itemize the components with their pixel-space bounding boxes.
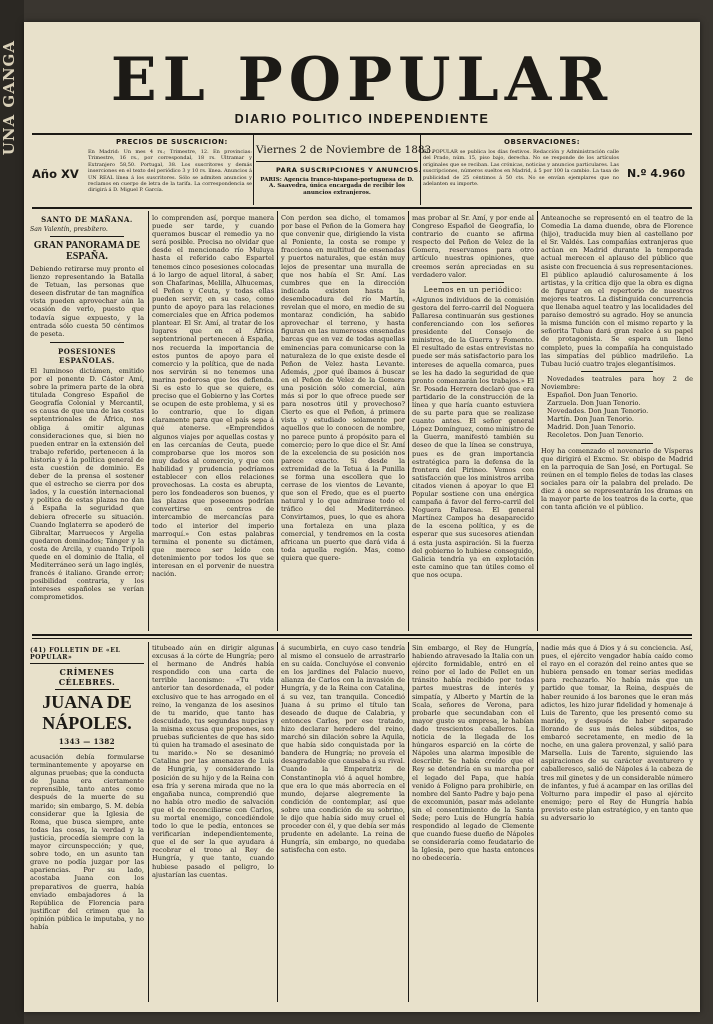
col1-sep-1 bbox=[50, 236, 124, 237]
folletin-sep bbox=[30, 663, 144, 664]
suscripcion-text: PARIS: Agencia franco-hispano-portuguesa de D. A. Saavedra, única encargada de recibir los anuncios extranjeros. bbox=[260, 177, 414, 196]
gran-panorama-text: Debiendo retirarse muy pronto el lienzo representando la Batalla de Tetuan, las personas que deseen disfrutar de tan magnífica vista pueden aprovechar aún la ocasión de verlo, puesto que todavía sigue expuesto, y la entrada sólo cuesta 50 céntimos de peseta. bbox=[30, 265, 144, 338]
column-1 bbox=[30, 212, 144, 630]
folletin-column-5-text: nadie más que á Dios y á su conciencia. Así, pues, el ejército vengador había caído como el rayo en el corazón del reino antes que se hubiera pensado en tomar serias medidas para rechazarlo. No había más que un partido que tomar, la Reina, después de haber reunido á los barones que le eran más adictos, les hizo jurar fidelidad y homenaje á Luis de Tarento, que les presentó como su marido, y después de haber separado llorando de sus más fieles súbditos, se embarcó secretamente, en medio de la noche, en una galera provenzal, y salió para Marsella. Luis de Tarento, siguiendo las aspiraciones de su carácter aventurero y caballeresco, salió de Nápoles á la cabeza de tres mil ginetes y de un considerable número de infantes, y fué á acampar en las orillas del Volturno para impedir el paso al ejército enemigo; pero el Rey de Hungría había previsto este plan estratégico, y en tanto que su adversario lo bbox=[541, 644, 693, 822]
header-divider-1 bbox=[253, 135, 254, 205]
santo-title: SANTO DE MAÑANA. bbox=[41, 215, 133, 224]
folletin-rule-top bbox=[32, 634, 692, 636]
col5-sep-2 bbox=[581, 443, 653, 444]
precios-text: En Madrid: Un mes 4 rs.; Trimestre, 12. En provincias: Trimestre, 16 rs., por correspondal, 18 rs. Ultramar y Extranjero 58,50. Portugal, 38. Los suscritores y demás inserciones en el texto del periódico 3 y 10 rs. línea. Anuncios á UN REAL línea á los suscritores. Sólo se admiten anuncios y reclamos en cuerpo de letra de la tarifa. La correspondencia se dirigirá á D. Miguel P. García. bbox=[88, 149, 252, 194]
column-5 bbox=[541, 214, 693, 630]
leemos-text: «Algunos individuos de la comisión gestora del ferro-carril del Noguera Pallaresa continuarán sus gestiones conferenciando con los señores presidente del Consejo de ministros, de la Guerra y Fomento. El resultado de estas entrevistas no puede ser más satisfactorio para los intereses de aquella comarca, pues se les ha dado la seguridad de que pronto comenzarán los trabajos.» El Sr. Posada Herrera declaró que era partidario de la construcción de la línea y que haría cuanto estuviera de su parte para que se realizase cuanto antes. El señor general López Domínguez, como ministro de la Guerra, manifestó también su deseo de que la línea se construya, pues es de gran importancia estratégica para la defensa de la frontera del Pirineo. Vemos con satisfacción que los ministros arriba citados vienen á apoyar lo que El Popular sostiene con una enérgica campaña á favor del ferro-carril del Noguera Pallaresa. El general Martínez Campos ha desaparecido de la escena política, y es de esperar que sus sucesores atiendan á esta justa aspiración. Si la fuerza del gobierno lo hubiese conseguido, Galicia tendría ya en explotación este camino que tan útiles como el que nos ocupa. bbox=[412, 295, 534, 579]
posesiones-text: El luminoso dictámen, emitido por el ponente D. Cástor Amí, sobre la primera parte de la obra titulada Congreso Español de Geografía Colonial y Mercantil, es causa de que una de las costas septentrionales de África, nos obliga á omitir algunas consideraciones que, si bien no pueden entrar en la extensión del trabajo referido, pertenecen á la historia y á la política general de esta cuestión de dominio. Es deber de la prensa el sostener que el estrecho se cierra por dos lados, y la cuestión internacional y política de estas plazas no dan á España la seguridad que debiera ofrecerle su situación. Cuando Inglaterra se apoderó de Gibraltar, Marruecos y Argelia quedaron dominados; Tánger y la costa de Arcila, y cuando Trípoli quede en el dominio de Italia, el Mediterráneo será un lago inglés, francés é italiano. Grande error; posibilidad contraria, y los intereses españoles se verían comprometidos. bbox=[30, 366, 144, 602]
col-divider-1 bbox=[148, 211, 149, 631]
column-2-text: lo comprenden así, porque manera puede ser tarde, y cuando queramos buscar el remedio ya no será posible. Precisa no olvidar que desde el mencionado río Muluya hasta el referido cabo Espartel tenemos cinco posesiones colocadas á lo largo de aquel litoral, á saber, son Chafarinas, Melilla, Alhucemas, el Peñon y Ceuta, y todas ellas pueden servir, en su caso, como punto de apoyo para las relaciones comerciales que en África podemos plantear. El Sr. Amí, al tratar de los lugares que en el África septentrional pertenecen á España, nos recuerda la importancia de estos puntos de apoyo para el comercio y la política, que de nada nos servirán si no tenemos una marina poderosa que los defienda. Si es esto lo que se quiere, es preciso que el Gobierno y las Cortes se ocupen de este problema, y si es lo contrario, que lo digan claramente para que el país sepa á qué atenerse. «Emprendidos algunos viajes por aquellas costas y en las cercanías de Ceuta, puede comprobarse que los moros son muy dados al comercio, y que con habilidad y prudencia podríamos establecer con ellos relaciones provechosas. La costa es abrupta, pero los fondeaderos son buenos, y las plazas que poseemos podrían convertirse en centros de intercambio de mercancías para todo el interior del imperio marroquí.» Con estas palabras termina el ponente su dictámen, que merece ser leído con detenimiento por todos los que se interesan en el porvenir de nuestra nación. bbox=[152, 214, 274, 579]
col4-sep bbox=[442, 282, 504, 283]
col-divider-4 bbox=[537, 211, 538, 631]
masthead-subtitle: DIARIO POLITICO INDEPENDIENTE bbox=[234, 112, 490, 126]
folletin-column-1 bbox=[30, 644, 144, 1002]
newspaper-page bbox=[24, 22, 700, 1012]
novedades-item: Novedades. Don Juan Tenorio. bbox=[547, 407, 649, 416]
header-rule-bottom bbox=[32, 207, 692, 209]
folletin-label: (41) FOLLETIN DE «EL POPULAR» bbox=[30, 647, 121, 661]
col1-sep-2 bbox=[50, 342, 124, 343]
anio-label: Año XV bbox=[32, 167, 79, 181]
masthead-title: EL POPULAR bbox=[110, 45, 614, 115]
folletin-column-4 bbox=[412, 644, 534, 1002]
folletin-column-3-text: á sucumbirla, en cuyo caso tendría al mismo el consuelo de arrastrarlo en su caída. Concluyóse el convenio en los jardines del Palacio nuevo, alianza de Carlos con la invasión de Hungría, y de la Reina con Catalina, á su vez, tan tranquila. Concedió Juana á su primo el título tan deseado de duque de Calabria, y entonces Carlos, por ese tratado, hizo declarar heredero del reino, marchó sin dilación sobre la Aquila, que había sido conquistada por la bandera de Hungría; no proveía el desagradable que causaba á su rival. Cuando la Emperatriz de Constantinopla vió á aquel hombre, que era lo que más aborrecía en el mundo, dejarse alegremente la condición de contemplar, así que sobre una condición de su sobrino, le dijo que había sido muy cruel el proceder con él, y que debía ser más prudente en adelante. La reina de Hungría, sin embargo, no quedaba satisfecha con esto. bbox=[281, 644, 405, 855]
date-rule bbox=[256, 161, 418, 162]
issue-number: N.º 4.960 bbox=[627, 167, 686, 180]
novedades-list bbox=[541, 391, 693, 440]
folletin-divider-4 bbox=[537, 642, 538, 1002]
santo-text: San Valentín, presbítero. bbox=[30, 226, 108, 233]
column-5-top-text: Anteanoche se representó en el teatro de la Comedia La dama duende, obra de Florence (hijo), traducida muy bien al castellano por el Sr. Valdés. Las compañías extranjeras que actúan en Madrid durante la temporada actual merecen el aplauso del público que asiste con frecuencia á sus representaciones. El público aplaudió calurosamente á los artistas, y la crítica dijo que la obra es digna de figurar en el repertorio de nuestros mejores teatros. La distinguida concurrencia que llenaba aquel teatro y las localidades del paraíso demostró su agrado. Hoy se anuncia la misma función con el mismo reparto y la señorita Tubau dará gran realce á su papel de protagonista. Se espera un lleno completo, pues la compañía ha conquistado las simpatías del público madrileño. La Tubau lució cuatro trajes elegantísimos. bbox=[541, 214, 693, 368]
posesiones-title: POSESIONES ESPAÑOLAS. bbox=[58, 346, 116, 365]
folletin-years: 1343 — 1382 bbox=[58, 737, 116, 746]
header-divider-2 bbox=[420, 135, 421, 205]
folletin-column-2-text: titubeado aún en dirigir algunas excusas á la córte de Hungría; pero el hermano de Andrés había respondido con una carta de terrible laconismo: «Tu vida anterior tan desordenada, el poder exclusivo que te has arrogado en el reino, la venganza de los asesinos de tu marido, que tanto has descuidado, tus segundas nupcias y la misma excusa que propones, son pruebas suficientes de que has sido tú quien ha tramado el asesinato de tu marido.» No se desanimó Catalina por las amenazas de Luis de Hungría, y considerando la posición de su hijo y de la Reina con esa fría y serena mirada que no la engañaba nunca, comprendió que no había otro medio de salvación que el de reconciliarse con Carlos, su mortal enemigo, concediéndole todo lo que le pedía, entonces se verificarían independientemente, que el de ser la que ayudara á recobrar el trono al Rey de Hungría, y que tanto, cuando hubiese pasado el peligro, lo ajustarían las cuentas. bbox=[152, 644, 274, 879]
col-divider-2 bbox=[277, 211, 278, 631]
folletin-column-4-text: Sin embargo, el Rey de Hungría, habiendo atravesado la Italia con un ejército formidable, entró en el reino por el lado de Pellet en un tránsito había recibido por todas partes muestras de interés y simpatía, y Alberto y Martín de la Scala, señores de Verona, para probarle que secundaban con el mayor gusto su empresa, le habían dado trescientos caballeros. La noticia de la llegada de los húngaros esparció en la córte de Nápoles una alarma imposible de describir. Se había creído que el Rey se detendría en su marcha por el legado del Papa, que había venido á Foligno para prohibirle, en nombre del Santo Padre y bajo pena de excomunión, pasar más adelante sin el consentimiento de la Santa Sede; pero Luis de Hungría había respondido al legado de Clemente que cuando fuese dueño de Nápoles se consideraría como feudatario de la Iglesia, pero que hasta entonces no obedecería. bbox=[412, 644, 534, 863]
folletin-column-2 bbox=[152, 644, 274, 1002]
binding-spine bbox=[0, 0, 24, 1024]
folletin-column-5 bbox=[541, 644, 693, 1002]
novedades-item: Recoletos. Don Juan Tenorio. bbox=[547, 431, 644, 440]
novedades-item: Español. Don Juan Tenorio. bbox=[547, 390, 638, 399]
spine-text: UNA GANGA bbox=[0, 40, 18, 156]
novedades-item: Martín. Don Juan Tenorio. bbox=[547, 415, 635, 424]
novedades-item: Zarzuela. Don Juan Tenorio. bbox=[547, 399, 641, 408]
column-3 bbox=[281, 214, 405, 630]
column-4 bbox=[412, 214, 534, 630]
issue-date: Viernes 2 de Noviembre de 1883. bbox=[256, 144, 435, 156]
gran-panorama-title: GRAN PANORAMA DE ESPAÑA. bbox=[33, 240, 141, 262]
folletin-rule-top-2 bbox=[32, 638, 692, 639]
folletin-title: JUANA DE NÁPOLES. bbox=[42, 692, 132, 733]
folletin-divider-2 bbox=[277, 642, 278, 1002]
folletin-text: acusación debía formularse terminantemente y apoyarse en algunas pruebas; que la conducta de Juana era ciertamente reprensible, tanto antes como después de la muerte de su marido; sin embargo, S. M. debía considerar que la Iglesia de Roma, que busca siempre, ante todas las cosas, la verdad y la justicia, procedía siempre con la mayor circunspección; y que, sobre todo, en un asunto tan grave no podía juzgar por las apariencias. Por su lado, acostaba Juana con los preparativos de guerra, había enviado embajadores á la República de Florencia para justificar del crimen que la opinión pública le imputaba, y no había bbox=[30, 753, 144, 931]
folletin-divider-3 bbox=[408, 642, 409, 1002]
suscripcion-title: PARA SUSCRIPCIONES Y ANUNCIOS. bbox=[276, 166, 422, 174]
novedades-title: Novedades teatrales para hoy 2 de Noviembre: bbox=[541, 374, 693, 391]
folletin-divider-1 bbox=[148, 642, 149, 1002]
leemos-title: Leemos en un periódico: bbox=[423, 285, 523, 294]
precios-title: PRECIOS DE SUSCRICION: bbox=[116, 138, 228, 146]
column-4-top-text: mas probar al Sr. Amí, y por ende al Congreso Español de Geografía, lo contrario de cuanto se afirma respecto del Peñon de Velez de la Gomera, reservamos para otro artículo nuestras opiniones, que creemos serán apreciadas en su verdadero valor. bbox=[412, 214, 534, 279]
col5-sep bbox=[581, 371, 653, 372]
novedades-item: Madrid. Don Juan Tenorio. bbox=[547, 423, 636, 432]
header-rule-top bbox=[32, 133, 692, 135]
folletin-sep-3 bbox=[60, 748, 114, 749]
column-5-bottom-text: Hoy ha comenzado el novenario de Vísperas que dirigirá el Excmo. Sr. obispo de Madrid en la parroquia de San José, en Portugal. Se reúnen en el templo fieles de todas las clases sociales para oír la palabra del prelado. De diez á once se representarán los dramas en la mayor parte de los teatros de la corte, que con tanta afición ve el público. bbox=[541, 446, 693, 512]
folletin-sep-2 bbox=[55, 689, 119, 690]
column-2 bbox=[152, 214, 274, 630]
col-divider-3 bbox=[408, 211, 409, 631]
folletin-series: CRÍMENES CÉLEBRES. bbox=[58, 667, 116, 687]
folletin-column-3 bbox=[281, 644, 405, 1002]
observaciones-text: EL POPULAR se publica los días festivos. Redacción y Administración calle del Prado, núm. 15, piso bajo, derecha. No se responde de los artículos originales que se reciban. Las crónicas, noticias y anuncios particulares. Las suscripciones, números sueltos en Madrid, á 5 por 100 la cambio. La tasa de publicidad de 25 céntimos á 50 cts. No se envían ejemplares que no adelanten su importe. bbox=[423, 149, 619, 188]
observaciones-title: OBSERVACIONES: bbox=[504, 138, 581, 146]
column-3-text: Con perdon sea dicho, el tomamos por base el Peñon de la Gomera hay que convenir que, dirigiendo la vista al Poniente, la costa se rompe y fracciona en multitud de ensenadas y puertos naturales, que están muy lejos de presentar una muralla de que nos había el Sr. Amí. Las cumbres que en la dirección indicada existen hasta la desembocadura del río Martín, revelan que el moro, en medio de su montaraz condición, ha sabido aprovechar el terreno, y hasta figuran en las numerosas ensenadas barcas que en vez de todas aquellas eminencias para comunicarse con la naturaleza de lo que existe desde el Peñon de Velez hasta Levante. Además, ¿por qué íbamos á buscar en el Peñon de Velez de la Gomera una posición sólo comercial, aún más si por lo que ofrece puede ser para nosotros útil y provechoso? Cierto es que el Peñon, á primera vista y estudiado solamente por aquellos que lo conocen de nombre, no parece punto á propósito para el comercio; pero lo que dice el Sr. Amí de la excelencia de su posición nos parece exacto. Si desde la extremidad de la Tetua á la Punilla se forma una escollera que lo cerrase de los vientos de Levante, que son el Fredo, que es el puerto natural y lo que admirase todo el tráfico del Mediterráneo. Convirtamos, pues, lo que es ahora una fortaleza en una plaza comercial, y tendremos en la costa africana un puerto que dará vida á toda aquella región. Mas, como quiera que quere- bbox=[281, 214, 405, 562]
